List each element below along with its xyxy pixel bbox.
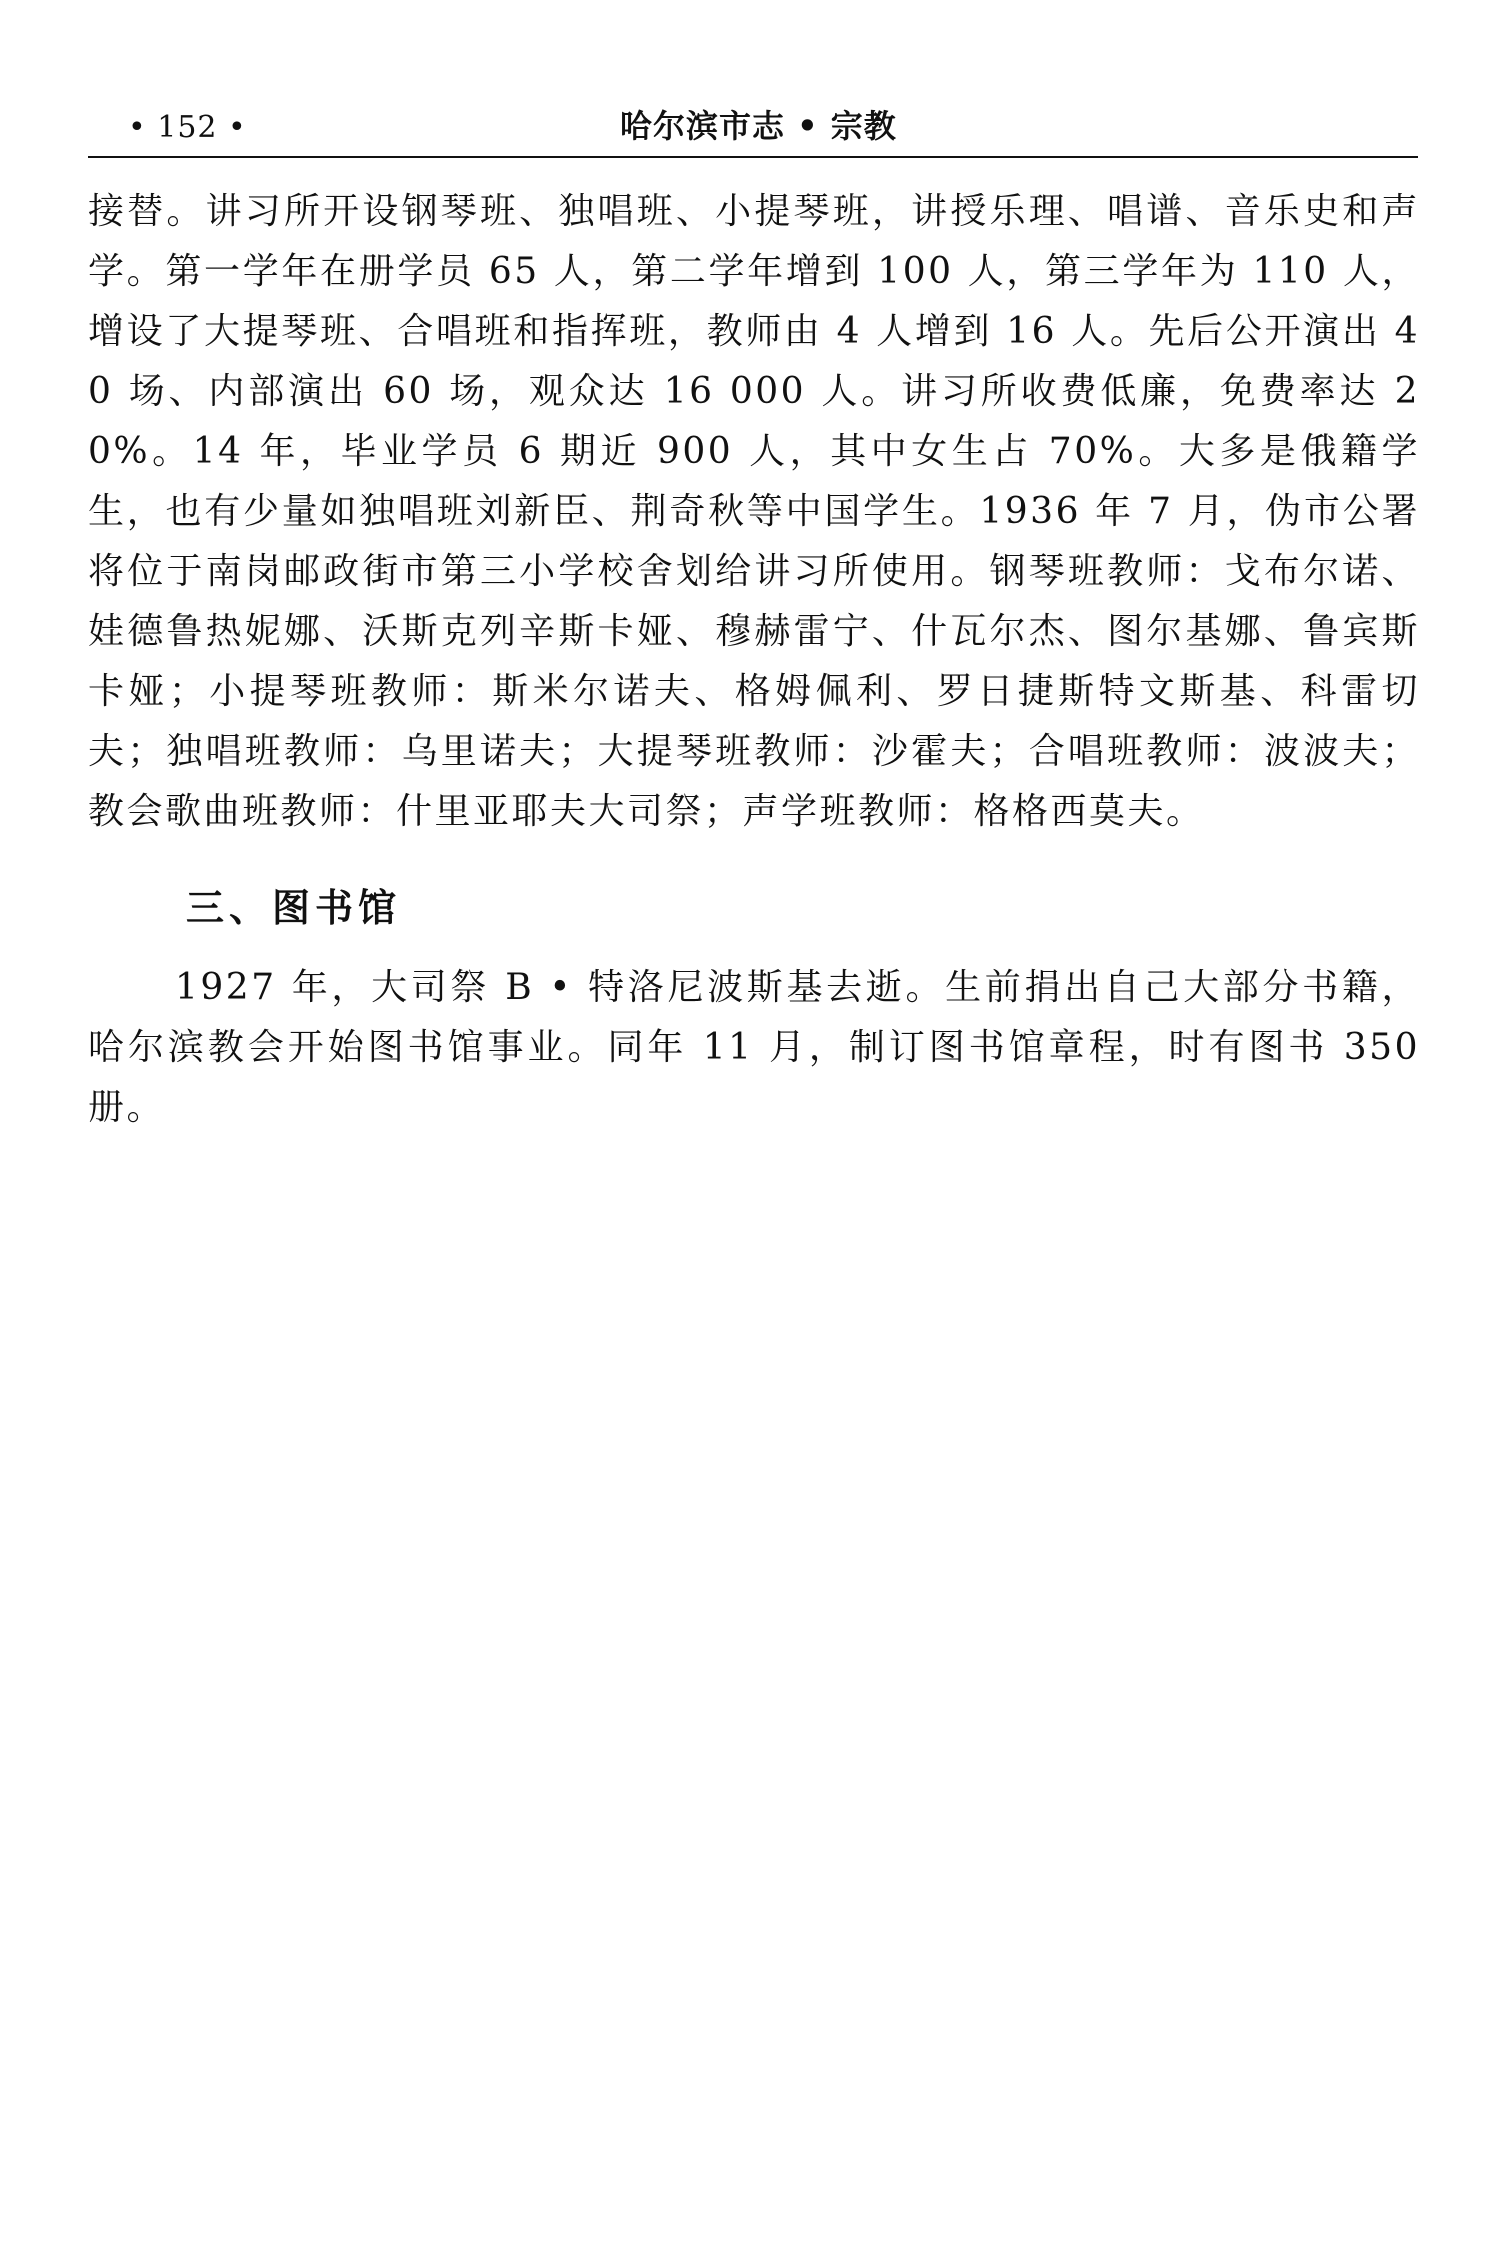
paragraph-music-institute: 接替。讲习所开设钢琴班、独唱班、小提琴班，讲授乐理、唱谱、音乐史和声学。第一学年在册学员 65 人，第二学年增到 100 人，第三学年为 110 人，增设了大提琴班、合唱班和指挥班，教师由 4 人增到 16 人。先后公开演出 40 场、内部演出 60 场，观众达 16 000 人。讲习所收费低廉，免费率达 20%。14 年，毕业学员 6 期近 900 人，其中女生占 70%。大多是俄籍学生，也有少量如独唱班刘新臣、荆奇秋等中国学生。1936 年 7 月，伪市公署将位于南岗邮政街市第三小学校舍划给讲习所使用。钢琴班教师：戈布尔诺、娃德鲁热妮娜、沃斯克列辛斯卡娅、穆赫雷宁、什瓦尔杰、图尔基娜、鲁宾斯卡娅；小提琴班教师：斯米尔诺夫、格姆佩利、罗日捷斯特文斯基、科雷切夫；独唱班教师：乌里诺夫；大提琴班教师：沙霍夫；合唱班教师：波波夫；教会歌曲班教师：什里亚耶夫大司祭；声学班教师：格格西莫夫。 <box>88 191 1420 832</box>
header-rule <box>88 156 1418 158</box>
running-title: 哈尔滨市志 • 宗教 <box>620 107 897 145</box>
paragraph-library: 1927 年，大司祭 B • 特洛尼波斯基去逝。生前捐出自己大部分书籍，哈尔滨教会开始图书馆事业。同年 11 月，制订图书馆章程，时有图书 350 册。 <box>88 967 1420 1128</box>
page-number: • 152 • <box>128 110 247 145</box>
section-heading-library: 三、图书馆 <box>186 886 402 930</box>
running-header <box>88 98 1418 158</box>
